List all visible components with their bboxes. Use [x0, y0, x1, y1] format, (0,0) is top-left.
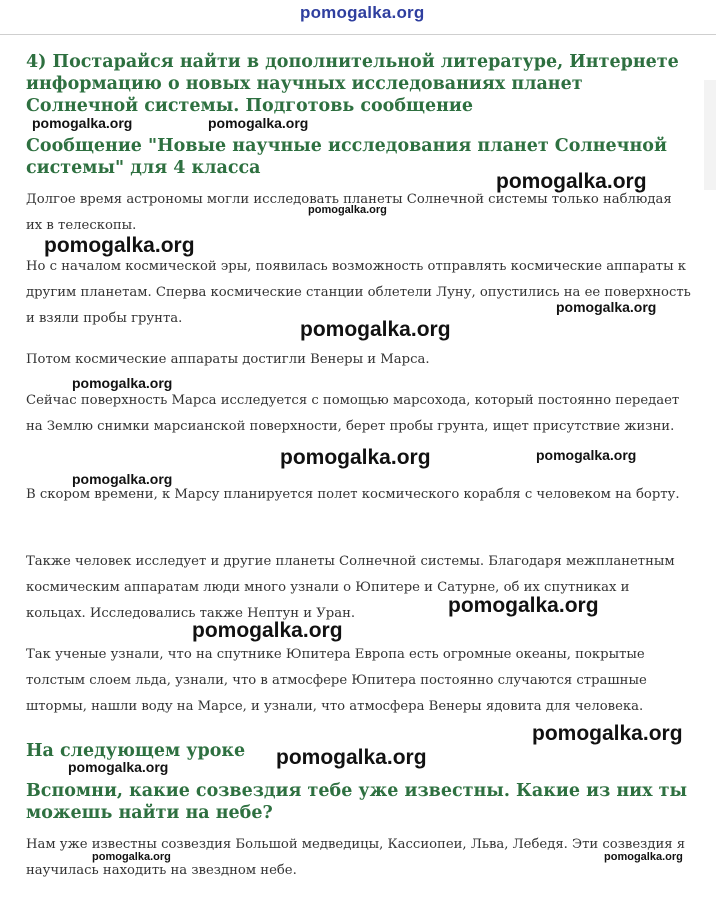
- paragraph: Сейчас поверхность Марса исследуется с помощью марсохода, который постоянно передает на Землю снимки марсианской поверхности, берет пробы грунта, ищет присутствие жизни.: [26, 393, 680, 434]
- paragraph: Потом космические аппараты достигли Венеры и Марса.: [26, 352, 430, 367]
- paragraph: Но с началом космической эры, появилась возможность отправлять космические аппараты к другим планетам. Сперва космические станции облетели Луну, опустились на ее поверхность и взяли пробы грунта.: [26, 259, 691, 326]
- site-header: [0, 0, 716, 35]
- watermark: pomogalka.org: [208, 115, 309, 131]
- watermark: pomogalka.org: [604, 851, 683, 863]
- watermark: pomogalka.org: [496, 170, 647, 193]
- next-lesson-heading: На следующем уроке: [26, 741, 246, 761]
- watermark: pomogalka.org: [68, 759, 169, 775]
- watermark: pomogalka.org: [72, 471, 173, 487]
- watermark: pomogalka.org: [32, 115, 133, 131]
- watermark: pomogalka.org: [72, 375, 173, 391]
- task-heading: 4) Постарайся найти в дополнительной литературе, Интернете информацию о новых научных исследованиях планет Солнечной системы. Подготовь сообщение: [26, 52, 679, 116]
- side-tab: [704, 80, 716, 190]
- paragraph: В скором времени, к Марсу планируется полет космического корабля с человеком на борту.: [26, 487, 680, 502]
- paragraph: Также человек исследует и другие планеты Солнечной системы. Благодаря межпланетным космическим аппаратам люди много узнали о Юпитере и Сатурне, об их спутниках и кольцах. Исследовались также Нептун и Уран.: [26, 554, 675, 621]
- message-title: Сообщение "Новые научные исследования планет Солнечной системы" для 4 класса: [26, 136, 667, 178]
- watermark: pomogalka.org: [280, 446, 431, 469]
- next-lesson-answer: Нам уже известны созвездия Большой медведицы, Кассиопеи, Льва, Лебедя. Эти созвездия я научилась находить на звездном небе.: [26, 837, 686, 878]
- watermark: pomogalka.org: [276, 746, 427, 769]
- watermark: pomogalka.org: [44, 234, 195, 257]
- watermark: pomogalka.org: [300, 318, 451, 341]
- watermark: pomogalka.org: [536, 447, 637, 463]
- watermark: pomogalka.org: [448, 594, 599, 617]
- paragraph: Долгое время астрономы могли исследовать планеты Солнечной системы только наблюдая их в телескопы.: [26, 192, 672, 233]
- site-logo[interactable]: pomogalka.org: [300, 3, 425, 22]
- next-lesson-question: Вспомни, какие созвездия тебе уже известны. Какие из них ты можешь найти на небе?: [26, 781, 688, 823]
- watermark: pomogalka.org: [192, 619, 343, 642]
- watermark: pomogalka.org: [92, 851, 171, 863]
- watermark: pomogalka.org: [556, 299, 657, 315]
- paragraph: Так ученые узнали, что на спутнике Юпитера Европа есть огромные океаны, покрытые толстым слоем льда, узнали, что в атмосфере Юпитера постоянно случаются страшные штормы, нашли воду на Марсе, и узнали, что атмосфера Венеры ядовита для человека.: [26, 647, 647, 714]
- watermark: pomogalka.org: [532, 722, 683, 745]
- watermark: pomogalka.org: [308, 204, 387, 216]
